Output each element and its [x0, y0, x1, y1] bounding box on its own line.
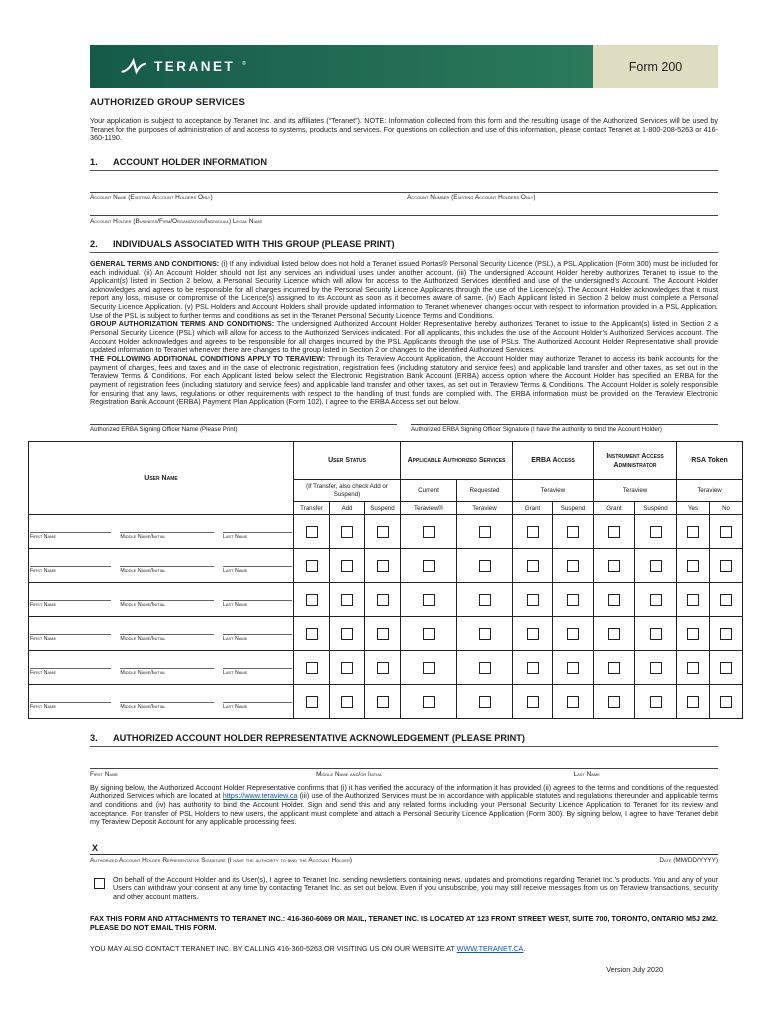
checkbox-requested-teraview[interactable]	[479, 628, 491, 640]
rep-last-name-label: Last Name	[573, 770, 600, 778]
section2-number: 2.	[90, 238, 98, 249]
middle-name-input[interactable]	[120, 592, 214, 608]
first-name-input[interactable]	[30, 660, 111, 676]
newsletter-consent-checkbox[interactable]	[94, 878, 105, 889]
version-label: Version July 2020	[606, 965, 663, 975]
individual-row	[29, 583, 743, 617]
section2-title: INDIVIDUALS ASSOCIATED WITH THIS GROUP (PLEASE PRINT)	[113, 238, 395, 249]
checkbox-iaa-suspend[interactable]	[650, 594, 662, 606]
checkbox-erba-suspend[interactable]	[567, 560, 579, 572]
general-terms-label: GENERAL TERMS AND CONDITIONS:	[90, 258, 220, 268]
checkbox-current-teraview[interactable]	[423, 696, 435, 708]
erba-officer-row	[90, 411, 718, 434]
first-name-input[interactable]	[30, 694, 111, 710]
middle-name-input[interactable]	[120, 558, 214, 574]
checkbox-erba-grant[interactable]	[527, 560, 539, 572]
checkbox-erba-suspend[interactable]	[567, 628, 579, 640]
checkbox-iaa-suspend[interactable]	[650, 628, 662, 640]
col-rsa-no: No	[710, 502, 743, 515]
checkbox-requested-teraview[interactable]	[479, 696, 491, 708]
teraview-terms-text: Through its Teraview Account Application, the Account Holder may authorize Teranet to access its bank accounts for the payment of charges, fees and taxes and in the case of electronic registration, registration fees (including statutory and service fees) and applicable land transfer and other taxes, as set out in the Teraview Terms & Conditions. For each Applicant listed below select the Electronic Registration Bank Account (ERBA) access option where the Account Holder has specified an ERBA for the payment of registration fees (including statutory and service fees) and applicable land transfer and other taxes, as set out in Teraview Terms & Conditions. The Account Holder is solely responsible for ensuring that any laws, regulations or other requirements with respect to the handling of trust funds are complied with. The ERBA information must be provided on the Teraview Electronic Registration Bank Account (ERBA) Payment Plan Application (Form 102). I agree to the ERBA Access set out below.	[90, 353, 719, 407]
col-header-user-name: User Name	[29, 442, 294, 515]
checkbox-add[interactable]	[341, 560, 353, 572]
user-name-cell	[29, 617, 294, 651]
checkbox-rsa-no[interactable]	[720, 696, 732, 708]
erba-officer-name-field	[90, 411, 397, 434]
contact-line	[90, 945, 718, 954]
checkbox-iaa-suspend[interactable]	[650, 696, 662, 708]
middle-name-label: Middle Name/Initial	[120, 635, 166, 642]
checkbox-transfer[interactable]	[306, 526, 318, 538]
checkbox-iaa-grant[interactable]	[608, 696, 620, 708]
subheader-current: Current	[401, 480, 457, 502]
col-header-user-status: User Status	[294, 442, 401, 480]
last-name-input[interactable]	[223, 626, 292, 642]
erba-officer-name-input[interactable]	[90, 411, 397, 425]
section2-heading	[90, 239, 718, 253]
erba-officer-signature-input[interactable]	[411, 411, 718, 425]
user-name-cell	[29, 515, 294, 549]
contact-text-after: .	[523, 943, 526, 953]
checkbox-transfer[interactable]	[306, 696, 318, 708]
checkbox-erba-suspend[interactable]	[567, 594, 579, 606]
checkbox-iaa-grant[interactable]	[608, 628, 620, 640]
middle-name-label: Middle Name/Initial	[120, 567, 166, 574]
checkbox-add[interactable]	[341, 526, 353, 538]
checkbox-rsa-yes[interactable]	[687, 526, 699, 538]
rep-middle-name-label: Middle Name and/or Initial	[316, 770, 383, 778]
signature-x-mark: X	[92, 843, 99, 854]
checkbox-erba-grant[interactable]	[527, 662, 539, 674]
checkbox-iaa-suspend[interactable]	[650, 560, 662, 572]
section3-number: 3.	[90, 733, 98, 744]
checkbox-iaa-grant[interactable]	[608, 526, 620, 538]
account-name-label: Account Name (Existing Account Holders Only)	[90, 194, 213, 202]
account-fields-labels	[90, 193, 718, 202]
checkbox-rsa-yes[interactable]	[687, 560, 699, 572]
representative-name-input[interactable]	[90, 747, 718, 769]
checkbox-rsa-yes[interactable]	[687, 662, 699, 674]
col-current-teraview: Teraview®	[401, 502, 457, 515]
middle-name-input[interactable]	[120, 524, 214, 540]
checkbox-current-teraview[interactable]	[423, 594, 435, 606]
col-iaa-suspend: Suspend	[635, 502, 677, 515]
consent-row	[94, 876, 718, 902]
user-name-cell	[29, 685, 294, 719]
section1-number: 1.	[90, 156, 98, 167]
last-name-label: Last Name	[222, 669, 248, 676]
registered-mark-icon: ®	[242, 61, 246, 67]
checkbox-add[interactable]	[341, 594, 353, 606]
individual-row	[29, 617, 743, 651]
acknowledgement-paragraph	[90, 784, 718, 827]
subheader-requested: Requested	[457, 480, 513, 502]
group-terms-label: GROUP AUTHORIZATION TERMS AND CONDITIONS:	[90, 319, 275, 329]
section1-title: ACCOUNT HOLDER INFORMATION	[113, 156, 267, 167]
user-name-cell	[29, 651, 294, 685]
date-label: Date (MM/DD/YYYY)	[659, 856, 718, 864]
checkbox-suspend[interactable]	[377, 594, 389, 606]
col-header-instrument-admin: Instrument Access Administrator	[594, 442, 677, 480]
checkbox-add[interactable]	[341, 662, 353, 674]
checkbox-suspend[interactable]	[377, 696, 389, 708]
checkbox-rsa-no[interactable]	[720, 560, 732, 572]
col-transfer: Transfer	[294, 502, 330, 515]
teranet-banner	[90, 45, 593, 88]
first-name-label: First Name	[30, 635, 57, 642]
checkbox-current-teraview[interactable]	[423, 560, 435, 572]
checkbox-current-teraview[interactable]	[423, 662, 435, 674]
checkbox-add[interactable]	[341, 696, 353, 708]
col-suspend: Suspend	[365, 502, 401, 515]
checkbox-current-teraview[interactable]	[423, 628, 435, 640]
last-name-input[interactable]	[223, 694, 292, 710]
checkbox-erba-grant[interactable]	[527, 628, 539, 640]
subheader-iaa-teraview: Teraview	[594, 480, 677, 502]
col-rsa-yes: Yes	[677, 502, 710, 515]
checkbox-iaa-grant[interactable]	[608, 594, 620, 606]
ack-text-after: (iii) use of the Authorized Services must be in accordance with applicable statutes and regulations thereunder and applicable terms and conditions and (iv) has authority to bind the Account Holder. Sign and send this and any related forms including your Personal Security Licence Application to Teranet for its review and acceptance. For transfer of PSL Holders to new users, the applicant must complete and attach a Personal Security Licence Application (Form 300). By signing below, I agree to have Teranet debit my Teraview Deposit Account for any applicable processing fees.	[90, 791, 719, 827]
teraview-terms-label: THE FOLLOWING ADDITIONAL CONDITIONS APPLY TO TERAVIEW:	[90, 353, 326, 363]
checkbox-rsa-no[interactable]	[720, 526, 732, 538]
checkbox-erba-suspend[interactable]	[567, 526, 579, 538]
first-name-input[interactable]	[30, 558, 111, 574]
section3-heading	[90, 733, 718, 747]
checkbox-requested-teraview[interactable]	[479, 662, 491, 674]
first-name-label: First Name	[30, 533, 57, 540]
erba-officer-name-label: Authorized ERBA Signing Officer Name (Please Print)	[90, 426, 238, 434]
last-name-input[interactable]	[223, 558, 292, 574]
last-name-label: Last Name	[222, 533, 248, 540]
rep-first-name-label: First Name	[90, 770, 119, 778]
individual-row	[29, 515, 743, 549]
contact-text-before: YOU MAY ALSO CONTACT TERANET INC. BY CALLING 416-360-5263 OR VISITING US ON OUR WEBSITE AT	[90, 943, 457, 953]
legal-name-label: Account Holder (Business/Firm/Organization/Individual) Legal Name	[90, 217, 263, 225]
col-erba-suspend: Suspend	[553, 502, 594, 515]
checkbox-current-teraview[interactable]	[423, 526, 435, 538]
consent-text: On behalf of the Account Holder and its User(s), I agree to Teranet Inc. sending newsletters containing news, updates and promotions regarding Teranet Inc.’s products. You and any of your Users can withdraw your consent at any time by contacting Teranet Inc. as set out below. Even if you unsubscribe, you may still receive messages from us on Teraview transactions, security and other account matters.	[113, 874, 718, 901]
checkbox-requested-teraview[interactable]	[479, 594, 491, 606]
checkbox-transfer[interactable]	[306, 560, 318, 572]
intro-paragraph: Your application is subject to acceptance by Teranet Inc. and its affiliates (“Teranet”). NOTE: Information collected from this form and the resulting usage of the Authorized Services will be used by Teranet for the purposes of administration of and access to systems, products and services. For questions on collection and use of this information, please contact Teranet at 1-800-208-5263 or 416-360-1190.	[90, 116, 718, 143]
last-name-input[interactable]	[223, 524, 292, 540]
col-add: Add	[330, 502, 365, 515]
first-name-input[interactable]	[30, 524, 111, 540]
individual-row	[29, 685, 743, 719]
checkbox-rsa-yes[interactable]	[687, 594, 699, 606]
individuals-table-body	[29, 515, 743, 719]
checkbox-iaa-grant[interactable]	[608, 662, 620, 674]
general-terms-text: (i) If any individual listed below does not hold a Teranet issued Portas® Personal Security Licence (PSL), a PSL Application (Form 300) must be included for each individual. (ii) An Account Holder should not list any services an individual uses under another account. (iii) The undersigned Account Holder hereby authorizes Teranet to issue to the Applicant(s) listed in Section 2 below, a Personal Security Licence which will allow for access to the Authorized Services identified and use of the undersigned’s Account. The Account Holder acknowledges and agrees to be responsible for all charges incurred by the Personal Security Licence Applicants through the use of the Licence(s). The Account Holder acknowledges that it must report any loss, misuse or compromise of the Licence(s) assigned to its Account as soon as it becomes aware of same. (iv) Each Applicant listed in Section 2 below must complete a Personal Security Licence Application. (v) PSL Holders and Account Holders shall provide updated information to Teranet whenever changes occur with respect to information provided in a PSL Application. Use of the PSL is subject to further terms and conditions as set in the Teranet Personal Security Licence Terms and Conditions.	[90, 258, 719, 320]
col-erba-grant: Grant	[513, 502, 553, 515]
last-name-label: Last Name	[222, 703, 248, 710]
first-name-input[interactable]	[30, 626, 111, 642]
form-number-badge	[593, 45, 718, 88]
representative-name-fields	[90, 747, 718, 778]
teraview-terms-paragraph	[90, 355, 718, 407]
first-name-label: First Name	[30, 703, 57, 710]
account-fields-row	[90, 171, 718, 202]
checkbox-erba-grant[interactable]	[527, 594, 539, 606]
group-terms-text: The undersigned Authorized Account Holder Representative hereby authorizes Teranet to issue to the Applicant(s) listed in Section 2 a Personal Security Licence (PSL) which will allow for access to the Authorized Services indicated. For all applicants, this includes the use of the Account Holder’s Authorized Services account. The Account Holder acknowledges and agrees to be responsible for all charges incurred by the PSL Applicants through the use of PSLs. The Authorized Account Holder Representative shall provide updated information to Teranet whenever there are changes to the group listed in Section 2 or changes to the identified Authorized Services.	[90, 319, 718, 355]
ack-text-before: By signing below, the Authorized Account Holder Representative confirms that (i) it has verified the accuracy of the information it has provided (ii) agrees to the terms and conditions of the requested Authorized Services which are located at	[90, 782, 718, 801]
checkbox-rsa-no[interactable]	[720, 594, 732, 606]
checkbox-erba-grant[interactable]	[527, 526, 539, 538]
checkbox-erba-grant[interactable]	[527, 696, 539, 708]
individuals-table	[28, 441, 743, 719]
checkbox-iaa-grant[interactable]	[608, 560, 620, 572]
teranet-website-link[interactable]: WWW.TERANET.CA	[456, 943, 524, 953]
checkbox-erba-suspend[interactable]	[567, 696, 579, 708]
subheader-rsa-teraview: Teraview	[677, 480, 743, 502]
teranet-logo-text: TERANET	[154, 59, 236, 74]
last-name-label: Last Name	[222, 635, 248, 642]
first-name-label: First Name	[30, 567, 57, 574]
individual-row	[29, 651, 743, 685]
page-title: AUTHORIZED GROUP SERVICES	[90, 97, 246, 108]
content-bottom	[90, 733, 718, 974]
representative-signature-input[interactable]	[90, 854, 718, 855]
account-name-number-input[interactable]	[90, 171, 718, 193]
first-name-label: First Name	[30, 669, 57, 676]
first-name-label: First Name	[30, 601, 57, 608]
representative-name-labels	[90, 769, 718, 778]
content-top	[90, 97, 718, 433]
middle-name-input[interactable]	[120, 660, 214, 676]
subheader-erba-teraview: Teraview	[513, 480, 594, 502]
last-name-label: Last Name	[222, 601, 248, 608]
middle-name-label: Middle Name/Initial	[120, 703, 166, 710]
teraview-link[interactable]: https://www.teraview.ca	[222, 791, 298, 801]
checkbox-transfer[interactable]	[306, 662, 318, 674]
checkbox-rsa-no[interactable]	[720, 662, 732, 674]
first-name-input[interactable]	[30, 592, 111, 608]
erba-officer-signature-label: Authorized ERBA Signing Officer Signature (I have the authority to bind the Account Holder)	[411, 426, 662, 434]
checkbox-rsa-no[interactable]	[720, 628, 732, 640]
representative-signature-label: Authorized Account Holder Representative Signature (I have the authority to bind the Account Holder)	[90, 856, 353, 864]
col-header-rsa-token: RSA Token	[677, 442, 743, 480]
checkbox-iaa-suspend[interactable]	[650, 662, 662, 674]
checkbox-requested-teraview[interactable]	[479, 560, 491, 572]
user-name-cell	[29, 549, 294, 583]
last-name-input[interactable]	[223, 660, 292, 676]
middle-name-label: Middle Name/Initial	[120, 533, 166, 540]
col-header-erba-access: ERBA Access	[513, 442, 594, 480]
fax-instructions: FAX THIS FORM AND ATTACHMENTS TO TERANET INC.: 416-360-6069 OR MAIL, TERANET INC. IS LOCATED AT 123 FRONT STREET WEST, SUITE 700, TORONTO, ONTARIO M5J 2M2. PLEASE DO NOT EMAIL THIS FORM.	[90, 914, 718, 933]
checkbox-suspend[interactable]	[377, 662, 389, 674]
checkbox-erba-suspend[interactable]	[567, 662, 579, 674]
section1-heading	[90, 157, 718, 171]
checkbox-suspend[interactable]	[377, 628, 389, 640]
section3-title: AUTHORIZED ACCOUNT HOLDER REPRESENTATIVE ACKNOWLEDGEMENT (PLEASE PRINT)	[113, 733, 525, 744]
middle-name-input[interactable]	[120, 626, 214, 642]
form-number: Form 200	[628, 59, 683, 74]
group-terms-paragraph	[90, 320, 718, 355]
legal-name-input[interactable]	[90, 201, 718, 216]
signature-block	[90, 843, 718, 864]
erba-officer-signature-field	[411, 411, 718, 434]
checkbox-rsa-yes[interactable]	[687, 628, 699, 640]
transfer-note: (If Transfer, also check Add or Suspend)	[294, 480, 401, 502]
middle-name-label: Middle Name/Initial	[120, 669, 166, 676]
account-number-label: Account Number (Existing Account Holders Only)	[407, 194, 536, 202]
user-name-cell	[29, 583, 294, 617]
checkbox-transfer[interactable]	[306, 628, 318, 640]
col-header-applicable-services: Applicable Authorized Services	[401, 442, 513, 480]
middle-name-label: Middle Name/Initial	[120, 601, 166, 608]
checkbox-suspend[interactable]	[377, 560, 389, 572]
checkbox-iaa-suspend[interactable]	[650, 526, 662, 538]
teranet-logo-icon	[120, 58, 147, 75]
checkbox-rsa-yes[interactable]	[687, 696, 699, 708]
teranet-logo	[120, 58, 246, 75]
checkbox-suspend[interactable]	[377, 526, 389, 538]
last-name-label: Last Name	[222, 567, 248, 574]
checkbox-transfer[interactable]	[306, 594, 318, 606]
individual-row	[29, 549, 743, 583]
checkbox-add[interactable]	[341, 628, 353, 640]
col-iaa-grant: Grant	[594, 502, 635, 515]
last-name-input[interactable]	[223, 592, 292, 608]
legal-name-field	[90, 201, 718, 225]
form-header	[90, 45, 718, 88]
col-requested-teraview: Teraview	[457, 502, 513, 515]
general-terms-paragraph	[90, 260, 718, 320]
checkbox-requested-teraview[interactable]	[479, 526, 491, 538]
middle-name-input[interactable]	[120, 694, 214, 710]
